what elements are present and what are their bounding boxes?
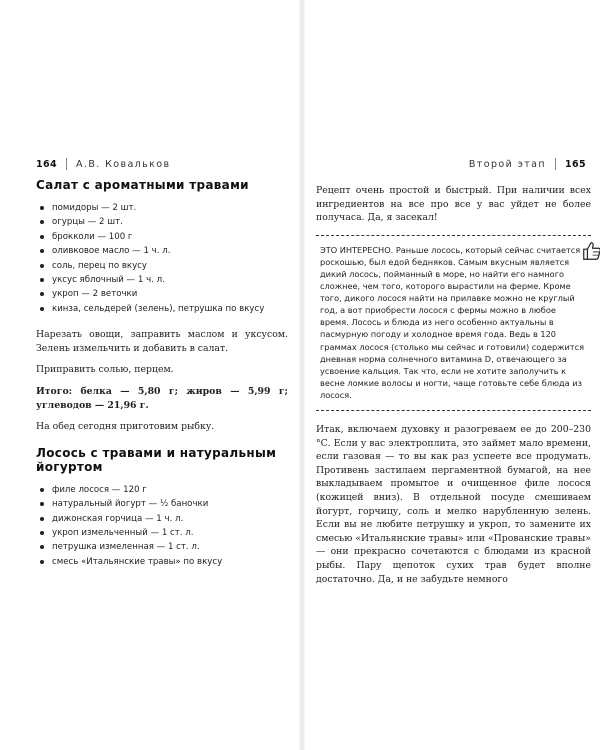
body-text: Итак, включаем духовку и разогреваем ее до 200–230 °С. Если у вас электроплита, это займет мало времени, если газовая — то вы как раз успеете все продумать. Противень застилаем пергаментной бумагой, на нее выкладываем промытое и очищенное филе лосося (кожицей вниз). В отдельной посуде смешиваем йогурт, горчицу, соль и мелко нарубленную зелень. Если вы не любите петрушку и укроп, то замените их смесью «Итальянские травы» или «Прованские травы» — они прекрасно сочетаются с блюдами из красной рыбы. Пару щепоток сухих трав будет вполне достаточно. Да, и не забудьте немного <box>316 424 591 585</box>
thumbs-up-icon <box>581 240 600 262</box>
ingredient-item: огурцы — 2 шт. <box>40 215 288 229</box>
recipe1-totals: Итого: белка — 5,80 г; жиров — 5,99 г; углеводов — 21,96 г. <box>36 386 288 411</box>
recipe2-title: Лосось с травами и натуральным йогуртом <box>36 445 277 474</box>
ingredient-item: укроп измельченный — 1 ст. л. <box>40 526 288 540</box>
left-running-head <box>36 158 171 170</box>
ingredient-item: филе лосося — 120 г <box>40 483 288 497</box>
right-column <box>316 184 591 586</box>
recipe1-ingredients <box>36 201 288 316</box>
ingredient-item: брокколи — 100 г <box>40 230 288 244</box>
ingredient-item: дижонская горчица — 1 ч. л. <box>40 512 288 526</box>
left-page-number: 164 <box>36 158 58 170</box>
ingredient-item: помидоры — 2 шт. <box>40 201 288 215</box>
right-page-number: 165 <box>564 158 586 170</box>
section-title: Второй этап <box>468 158 546 170</box>
recipe2-ingredients <box>36 483 288 569</box>
ingredient-item: уксус яблочный — 1 ч. л. <box>40 273 288 287</box>
left-page <box>0 0 298 750</box>
interesting-fact-text: ЭТО ИНТЕРЕСНО. Раньше лосось, который сейчас считается роскошью, был едой бедняков. Самым вкусным является дикий лосось, пойманный в море, но найти его намного сложнее, чем того, которого вырастили на ферме. Кроме того, дикого лосося найти на прилавке можно не круглый год, а вот приобрести лосося с фермы можно в любое время. Лосось и блюда из него особенно актуальны в пасмурную погоду и холодное время года. Ведь в 120 граммах лосося (столько мы сейчас и готовили) содержится дневная норма солнечного витамина D, отвечающего за усвоение кальция. Так что, если не хотите заполучить к весне ломкие волосы и ногти, чаще готовьте себе блюда из лосося. <box>320 244 585 400</box>
interesting-fact-box <box>316 235 591 411</box>
ingredient-item: петрушка измеленная — 1 ст. л. <box>40 540 288 554</box>
ingredient-item: натуральный йогурт — ½ баночки <box>40 497 288 511</box>
left-column <box>36 178 288 569</box>
ingredient-item: оливковое масло — 1 ч. л. <box>40 244 288 258</box>
transition-text: На обед сегодня приготовим рыбку. <box>36 421 215 433</box>
ingredient-item: соль, перец по вкусу <box>40 259 288 273</box>
running-head-divider <box>555 158 556 170</box>
ingredient-item: укроп — 2 веточки <box>40 287 288 301</box>
recipe1-step1: Нарезать овощи, заправить маслом и уксусом. Зелень измельчить и добавить в салат. <box>36 329 288 354</box>
book-gutter <box>298 0 306 750</box>
intro-text: Рецепт очень простой и быстрый. При наличии всех ингредиентов на все про все у вас уйдет не более получаса. Да, я засекал! <box>316 185 591 224</box>
recipe1-step2: Приправить солью, перцем. <box>36 364 174 376</box>
ingredient-item: кинза, сельдерей (зелень), петрушка по вкусу <box>40 302 288 316</box>
author-name: А.В. Ковальков <box>76 158 171 170</box>
running-head-divider <box>66 158 67 170</box>
right-page <box>306 0 600 750</box>
right-running-head <box>469 158 586 170</box>
ingredient-item: смесь «Итальянские травы» по вкусу <box>40 555 288 569</box>
recipe1-title: Салат с ароматными травами <box>36 178 249 192</box>
